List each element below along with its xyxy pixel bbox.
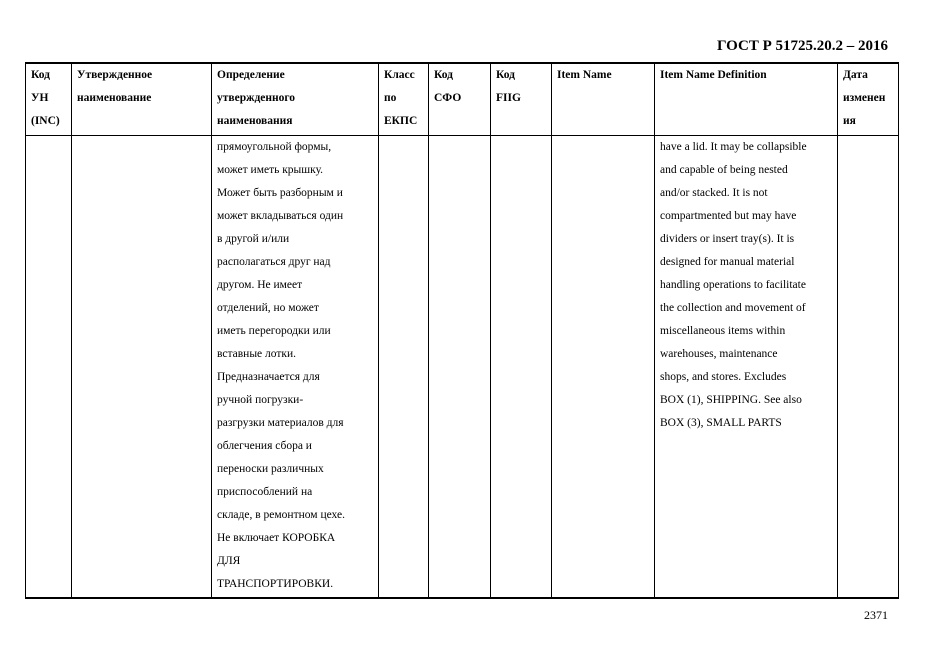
- text-line: располагаться друг над: [217, 255, 331, 268]
- text-line: облегчения сбора и: [217, 439, 312, 452]
- text-line: dividers or insert tray(s). It is: [660, 232, 795, 245]
- text-line: переноски различных: [217, 462, 324, 475]
- column-header-line: Код: [31, 69, 51, 81]
- text-line: handling operations to facilitate: [660, 278, 806, 291]
- column-header-item-name-definition: [655, 63, 838, 135]
- column-header-line: изменен: [843, 92, 886, 104]
- column-header-line: Определение: [217, 69, 285, 81]
- column-header-line: (INC): [31, 115, 60, 127]
- cell-definition-en: [655, 135, 838, 598]
- table-header-row: [26, 63, 899, 135]
- text-line: ДЛЯ: [217, 554, 241, 567]
- text-line: designed for manual material: [660, 255, 795, 268]
- column-header-item-name: [552, 63, 655, 135]
- cell-inc: [26, 135, 72, 598]
- cell-sfo: [429, 135, 491, 598]
- text-line: Предназначается для: [217, 370, 320, 383]
- column-header-ekps: [379, 63, 429, 135]
- cell-change-date: [838, 135, 899, 598]
- text-line: ручной погрузки-: [217, 393, 304, 406]
- column-header-line: УН: [31, 92, 49, 104]
- text-line: иметь перегородки или: [217, 324, 331, 337]
- text-line: в другой и/или: [217, 232, 290, 245]
- document-code: ГОСТ Р 51725.20.2 – 2016: [716, 38, 888, 54]
- text-line: the collection and movement of: [660, 301, 806, 314]
- text-line: другом. Не имеет: [217, 278, 303, 291]
- text-line: and/or stacked. It is not: [660, 186, 768, 199]
- page-number: 2371: [864, 608, 888, 622]
- text-line: Не включает КОРОБКА: [217, 531, 336, 544]
- text-line: может иметь крышку.: [217, 163, 324, 176]
- text-line: and capable of being nested: [660, 163, 788, 176]
- column-header-line: СФО: [434, 92, 462, 104]
- column-header-line: по: [384, 92, 397, 104]
- text-line: может вкладываться один: [217, 209, 344, 222]
- text-line: разгрузки материалов для: [217, 416, 344, 429]
- text-line: ТРАНСПОРТИРОВКИ.: [217, 577, 334, 590]
- cell-approved-name: [72, 135, 212, 598]
- table-row: [26, 135, 899, 598]
- column-header-line: Утвержденное: [77, 69, 153, 81]
- text-line: BOX (3), SMALL PARTS: [660, 416, 782, 429]
- column-header-definition: [212, 63, 379, 135]
- text-line: вставные лотки.: [217, 347, 297, 360]
- cell-definition-ru: [212, 135, 379, 598]
- text-line: miscellaneous items within: [660, 324, 786, 337]
- text-line: BOX (1), SHIPPING. See also: [660, 393, 802, 406]
- text-line: складе, в ремонтном цехе.: [217, 508, 345, 521]
- text-line: отделений, но может: [217, 301, 319, 314]
- column-header-line: Код: [496, 69, 516, 81]
- column-header-line: наименования: [217, 115, 293, 127]
- catalog-table: [25, 62, 899, 599]
- column-header-line: Класс: [384, 69, 415, 81]
- column-header-line: Код: [434, 69, 454, 81]
- text-line: приспособлений на: [217, 485, 313, 498]
- column-header-line: Item Name Definition: [660, 69, 767, 81]
- column-header-line: Item Name: [557, 69, 612, 81]
- column-header-line: ия: [843, 115, 856, 127]
- column-header-line: наименование: [77, 92, 152, 104]
- column-header-approved-name: [72, 63, 212, 135]
- cell-ekps: [379, 135, 429, 598]
- column-header-line: Дата: [843, 69, 868, 81]
- column-header-line: FIIG: [496, 92, 521, 104]
- column-header-change-date: [838, 63, 899, 135]
- text-line: прямоугольной формы,: [217, 140, 332, 153]
- text-line: have a lid. It may be collapsible: [660, 140, 807, 153]
- column-header-line: ЕКПС: [384, 115, 418, 127]
- text-line: warehouses, maintenance: [660, 347, 778, 360]
- column-header-fiig: [491, 63, 552, 135]
- text-line: compartmented but may have: [660, 209, 797, 222]
- column-header-line: утвержденного: [217, 92, 296, 104]
- cell-item-name: [552, 135, 655, 598]
- text-line: Может быть разборным и: [217, 186, 343, 199]
- column-header-sfo: [429, 63, 491, 135]
- text-line: shops, and stores. Excludes: [660, 370, 787, 383]
- column-header-inc: [26, 63, 72, 135]
- cell-fiig: [491, 135, 552, 598]
